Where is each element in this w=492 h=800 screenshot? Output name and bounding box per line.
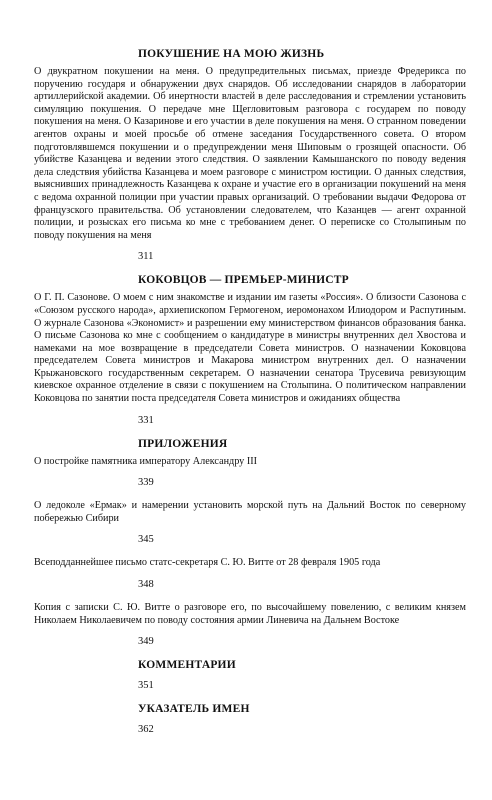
- page-number: 339: [138, 477, 154, 489]
- section-summary: О Г. П. Сазонове. О моем с ним знакомстве и издании им газеты «Россия». О близости Сазонова с «Союзом русского народа», архиепископом Гермогеном, иеромонахом Илиодором и Распутиным. О журнале Сазонова «Экономист» и разрешении ему министерством финансов образования банка. О письме Сазонова ко мне с сообщением о кандидатуре в министры внутренних дел Хвостова и намеками на мое возвращение в председатели Совета министров. О назначении Коковцова председателем Совета министров и Макарова министром внутренних дел. О назначении Крыжановского государственным секретарем. О назначении сенатора Трусевича ревизующим киевское охранное отделение в связи с покушением на Столыпина. О политическом направлении Коковцова по занятии поста председателя Совета министров и ожиданиях общества: [34, 292, 466, 405]
- page-number: 348: [138, 579, 154, 591]
- section-heading: КОММЕНТАРИИ: [138, 659, 236, 672]
- page-number: 345: [138, 534, 154, 546]
- section-heading: ПОКУШЕНИЕ НА МОЮ ЖИЗНЬ: [138, 48, 325, 60]
- toc-page: [34, 48, 466, 747]
- section-heading: КОКОВЦОВ — ПРЕМЬЕР-МИНИСТР: [138, 274, 349, 287]
- page-number: 362: [138, 724, 154, 736]
- section-heading: ПРИЛОЖЕНИЯ: [138, 437, 228, 450]
- appendix-item: О постройке памятника императору Александру III: [34, 455, 258, 467]
- section-heading: УКАЗАТЕЛЬ ИМЕН: [138, 703, 250, 716]
- appendix-item: О ледоколе «Ермак» и намерении установить морской путь на Дальний Восток по северному побережью Сибири: [34, 500, 466, 524]
- appendix-item: Копия с записки С. Ю. Витте о разговоре его, по высочайшему повелению, с великим князем Николаем Николаевичем по поводу состояния армии Линевича на Дальнем Востоке: [34, 602, 466, 626]
- page-number: 331: [138, 414, 154, 426]
- page-number: 351: [138, 680, 154, 692]
- section-summary: О двукратном покушении на меня. О предупредительных письмах, приезде Фредерикса по поручению государя и обнаружении двух снарядов. Об исследовании снарядов в лаборатории артиллерийской академии. Об инертности властей в деле расследования и стремлении установить симуляцию покушения. О передаче мне Щегловитовым разговора с государем по поводу покушения на меня. О Казаринове и его участии в деле покушения на меня. О странном поведении агентов охраны и моей просьбе об отмене заседания Государственного совета. О втором подготовлявшемся покушении и о предупреждении меня Шиповым о грозящей опасности. Об убийстве Казанцева и ведении этого следствия. О заявлении Камышанского по поводу ведения дела следствия убийства Казанцева и моем разговоре с министром юстиции. О данных следствия, выяснивших принадлежность Казанцева к охране и участие его в организации покушений на меня с ведома охранной полиции при участии правых организаций. О требовании выдачи Федорова от французского правительства. Об установлении следователем, что Казанцев — агент охранной полиции, и розысках его письма ко мне с требованием денег. О переписке со Столыпиным по поводу покушения на меня: [34, 66, 466, 241]
- appendix-item: Всеподданнейшее письмо статс-секретаря С. Ю. Витте от 28 февраля 1905 года: [34, 557, 381, 569]
- page-number: 311: [138, 251, 154, 263]
- page-number: 349: [138, 636, 154, 648]
